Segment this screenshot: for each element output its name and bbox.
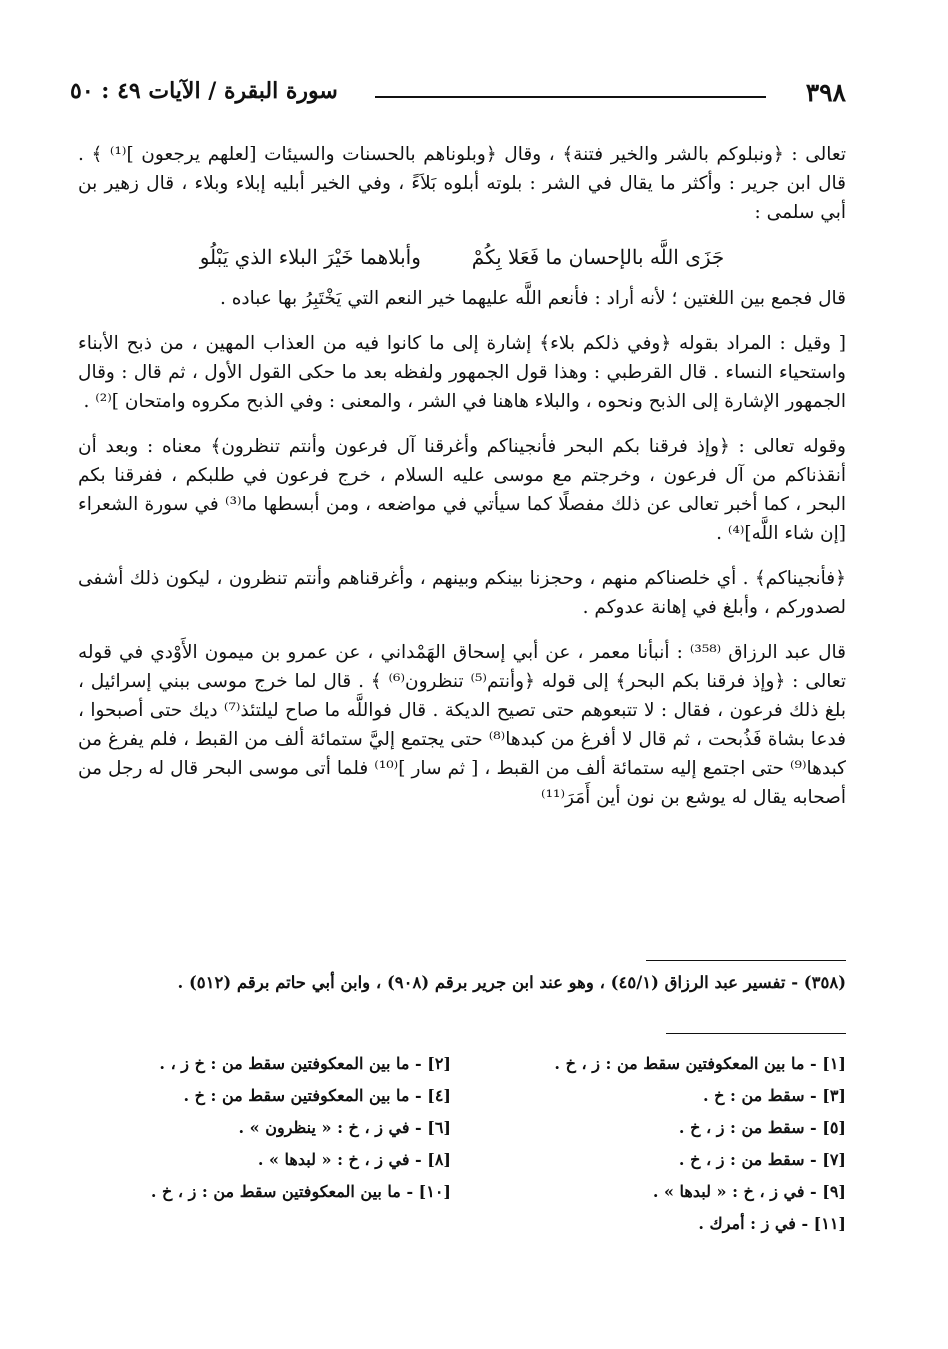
- variants-right-column: [466, 1048, 846, 1240]
- verse-first-hemistich: جَزَى اللَّه بالإحسان ما فَعَلا بِكُمْ: [471, 245, 725, 269]
- paragraph-2: قال فجمع بين اللغتين ؛ لأنه أراد : فأنعم اللَّه عليهما خير النعم التي يَخْتَبِرُ بها عباده .: [219, 288, 846, 309]
- variants-left-column: [71, 1048, 451, 1208]
- variant-note: [٩] - في ز ، خ : « لبدها » .: [652, 1182, 846, 1201]
- paragraph-1: تعالى : ﴿ونبلوكم بالشر والخير فتنة﴾ ، وقال ﴿وبلوناهم بالحسنات والسيئات [لعلهم يرجعون ]⁽¹⁾ ﴾ . قال ابن جرير : وأكثر ما يقال في الشر : بلوته أبلوه بَلاَءً ، وفي الخير أبليه إبلاء وبلاء ، قال زهير بن أبي سلمى :: [78, 144, 846, 223]
- variant-note: [٣] - سقط من : خ .: [702, 1086, 846, 1105]
- variant-note: [١] - ما بين المعكوفتين سقط من : ز ، خ .: [554, 1054, 846, 1073]
- page-header: [70, 78, 846, 118]
- footnote-358: (٣٥٨) - تفسير عبد الرزاق (٤٥/١) ، وهو عند ابن جرير برقم (٩٠٨) ، وابن أبي حاتم برقم (٥١٢) .: [177, 973, 846, 992]
- header-rule: [375, 96, 766, 98]
- paragraph-5: ﴿فأنجيناكم﴾ . أي خلصناكم منهم ، وحجزنا بينكم وبينهم ، وأغرقناهم وأنتم تنظرون ، ليكون ذلك أشفى لصدوركم ، وأبلغ في إهانة عدوكم .: [78, 568, 846, 618]
- variant-note: [٧] - سقط من : ز ، خ .: [678, 1150, 846, 1169]
- page-number: ٣٩٨: [805, 78, 846, 107]
- variant-note: [٤] - ما بين المعكوفتين سقط من : خ .: [183, 1086, 451, 1105]
- variant-note: [١١] - في ز : أمرك .: [698, 1214, 846, 1233]
- poetry-verse: [78, 243, 846, 272]
- main-text: [78, 140, 846, 828]
- variant-note: [٦] - في ز ، خ : « ينظرون » .: [238, 1118, 451, 1137]
- paragraph-3: [ وقيل : المراد بقوله ﴿وفي ذلكم بلاء﴾ إشارة إلى ما كانوا فيه من العذاب المهين ، من ذبح الأبناء واستحياء النساء . قال القرطبي : وهذا قول الجمهور ولفظه بعد ما حكى القول الأول ، ثم قال : وقال الجمهور الإشارة إلى الذبح ونحوه ، والبلاء هاهنا في الشر ، والمعنى : وفي الذبح مكروه وامتحان ]⁽²⁾ .: [78, 333, 846, 412]
- variant-note: [٥] - سقط من : ز ، خ .: [678, 1118, 846, 1137]
- verse-second-hemistich: وأبلاهما خَيْرَ البلاء الذي يَبْلُو: [199, 245, 421, 269]
- variant-note: [١٠] - ما بين المعكوفتين سقط من : ز ، خ .: [150, 1182, 451, 1201]
- footnote-divider: [646, 960, 846, 961]
- variants-divider: [666, 1033, 846, 1034]
- variant-note: [٨] - في ز ، خ : « لبدها » .: [257, 1150, 451, 1169]
- paragraph-6: قال عبد الرزاق ⁽³⁵⁸⁾ : أنبأنا معمر ، عن أبي إسحاق الهَمْداني ، عن عمرو بن ميمون الأَوْدي في قوله تعالى : ﴿وإذ فرقنا بكم البحر﴾ إلى قوله ﴿وأنتم⁽⁵⁾ تنظرون⁽⁶⁾ ﴾ . قال لما خرج موسى ببني إسرائيل ، بلغ ذلك فرعون ، فقال : لا تتبعوهم حتى تصيح الديكة . قال فواللَّه ما صاح ليلتئذ⁽⁷⁾ ديك حتى أصبحوا ، فدعا بشاة فَذُبحت ، ثم قال لا أفرغ من كبدها⁽⁸⁾ حتى يجتمع إليَّ ستمائة ألف من القبط ، فلم يفرغ من كبدها⁽⁹⁾ حتى اجتمع إليه ستمائة ألف من القبط ، [ ثم سار ]⁽¹⁰⁾ فلما أتى موسى البحر قال له رجل من أصحابه يقال له يوشع بن نون أين أَمَرَ⁽¹¹⁾: [78, 642, 846, 808]
- variant-note: [٢] - ما بين المعكوفتين سقط من : خ ز ، .: [159, 1054, 451, 1073]
- surah-title: سورة البقرة / الآيات ٤٩ : ٥٠: [70, 78, 338, 104]
- paragraph-4: وقوله تعالى : ﴿وإذ فرقنا بكم البحر فأنجيناكم وأغرقنا آل فرعون وأنتم تنظرون﴾ معناه : وبعد أن أنقذناكم من آل فرعون ، وخرجتم مع موسى عليه السلام ، خرج فرعون في طلبكم ، ففرقنا بكم البحر ، كما أخبر تعالى عن ذلك مفصلًا كما سيأتي في مواضعه ، ومن أبسطها ما⁽³⁾ في سورة الشعراء [إن شاء اللَّه]⁽⁴⁾ .: [78, 436, 846, 544]
